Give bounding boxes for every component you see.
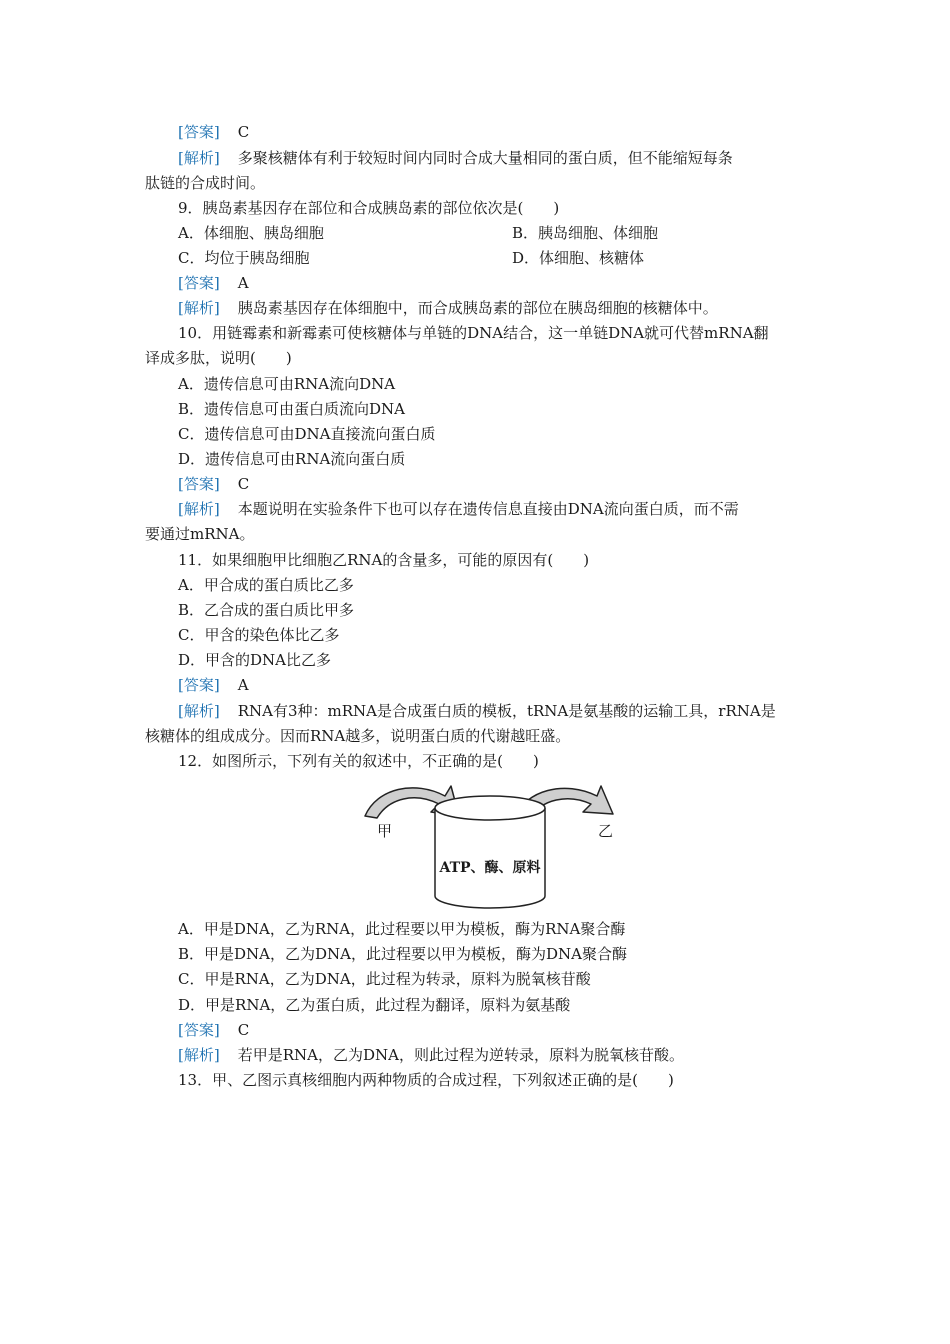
analysis-tag: [解析] <box>178 1046 220 1064</box>
answer-value: A <box>237 274 249 292</box>
q12-option-c: C．甲是RNA，乙为DNA，此过程为转录，原料为脱氧核苷酸 <box>178 970 591 988</box>
answer-tag: [答案] <box>178 123 220 141</box>
answer-value: C <box>237 1021 250 1039</box>
analysis-tag: [解析] <box>178 149 220 167</box>
analysis-tag: [解析] <box>178 299 220 317</box>
analysis-text: 多聚核糖体有利于较短时间内同时合成大量相同的蛋白质，但不能缩短每条 <box>237 149 733 167</box>
cylinder-top <box>435 796 545 820</box>
figure-center-label: ATP、酶、原料 <box>439 860 541 876</box>
q12-option-d: D．甲是RNA，乙为蛋白质，此过程为翻译，原料为氨基酸 <box>178 996 571 1014</box>
answer-value: C <box>237 475 250 493</box>
answer-tag: [答案] <box>178 274 220 292</box>
analysis-text: RNA有3种：mRNA是合成蛋白质的模板，tRNA是氨基酸的运输工具，rRNA是 <box>237 702 776 720</box>
analysis-text: 若甲是RNA，乙为DNA，则此过程为逆转录，原料为脱氧核苷酸。 <box>237 1046 684 1064</box>
answer-value: A <box>237 676 249 694</box>
q11-analysis-cont: 核糖体的组成成分。因而RNA越多，说明蛋白质的代谢越旺盛。 <box>145 727 571 745</box>
analysis-tag: [解析] <box>178 500 220 518</box>
q12-option-a: A．甲是DNA，乙为RNA，此过程要以甲为模板，酶为RNA聚合酶 <box>178 920 626 938</box>
q10-stem: 10．用链霉素和新霉素可使核糖体与单链的DNA结合，这一单链DNA就可代替mRNA翻 <box>178 324 769 342</box>
q10-stem-cont: 译成多肽，说明( ) <box>145 349 292 367</box>
q10-option-d: D．遗传信息可由RNA流向蛋白质 <box>178 450 406 468</box>
q12-option-b: B．甲是DNA，乙为DNA，此过程要以甲为模板，酶为DNA聚合酶 <box>178 945 627 963</box>
q12-stem: 12．如图所示，下列有关的叙述中，不正确的是( ) <box>178 752 539 770</box>
q9-answer-line <box>178 273 249 293</box>
q10-answer-line <box>178 474 249 494</box>
q11-option-b: B．乙合成的蛋白质比甲多 <box>178 601 355 619</box>
q9-stem: 9．胰岛素基因存在部位和合成胰岛素的部位依次是( ) <box>178 199 560 217</box>
q9-option-d: D．体细胞、核糖体 <box>512 249 645 267</box>
analysis-text: 胰岛素基因存在体细胞中，而合成胰岛素的部位在胰岛细胞的核糖体中。 <box>237 299 718 317</box>
q11-option-a: A．甲合成的蛋白质比乙多 <box>178 576 354 594</box>
q10-option-a: A．遗传信息可由RNA流向DNA <box>178 375 396 393</box>
q11-option-c: C．甲含的染色体比乙多 <box>178 626 340 644</box>
q9-analysis-line <box>178 298 718 318</box>
q10-analysis-line <box>178 499 739 519</box>
cylinder-body <box>435 808 545 908</box>
q12-figure <box>355 778 625 913</box>
q12-analysis-line <box>178 1045 684 1065</box>
q13-stem: 13．甲、乙图示真核细胞内两种物质的合成过程，下列叙述正确的是( ) <box>178 1071 674 1089</box>
q8-analysis-line <box>178 148 733 168</box>
answer-value: C <box>237 123 250 141</box>
q10-analysis-cont: 要通过mRNA。 <box>145 525 255 543</box>
answer-tag: [答案] <box>178 475 220 493</box>
q9-option-c: C．均位于胰岛细胞 <box>178 249 310 267</box>
analysis-tag: [解析] <box>178 702 220 720</box>
q10-option-b: B．遗传信息可由蛋白质流向DNA <box>178 400 406 418</box>
q11-analysis-line <box>178 701 776 721</box>
figure-right-label: 乙 <box>598 822 614 840</box>
figure-left-label: 甲 <box>377 822 393 840</box>
analysis-text: 本题说明在实验条件下也可以存在遗传信息直接由DNA流向蛋白质，而不需 <box>237 500 739 518</box>
answer-tag: [答案] <box>178 676 220 694</box>
q10-option-c: C．遗传信息可由DNA直接流向蛋白质 <box>178 425 436 443</box>
q11-option-d: D．甲含的DNA比乙多 <box>178 651 332 669</box>
q11-answer-line <box>178 675 249 695</box>
q9-option-a: A．体细胞、胰岛细胞 <box>178 224 324 242</box>
q12-answer-line <box>178 1020 249 1040</box>
answer-tag: [答案] <box>178 1021 220 1039</box>
q11-stem: 11．如果细胞甲比细胞乙RNA的含量多，可能的原因有( ) <box>178 551 590 569</box>
q9-option-b: B．胰岛细胞、体细胞 <box>512 224 659 242</box>
q8-analysis-cont: 肽链的合成时间。 <box>145 174 266 192</box>
q8-answer-line <box>178 122 249 142</box>
